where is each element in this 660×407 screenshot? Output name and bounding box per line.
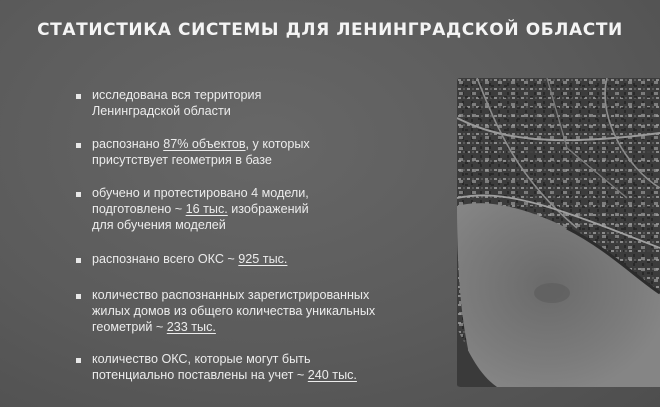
- list-item: [76, 352, 436, 384]
- list-item: [76, 252, 436, 268]
- list-item-line: геометрий ~: [92, 319, 167, 334]
- bullet-icon: [76, 258, 81, 263]
- list-item-line: обучено и протестировано 4 модели,: [92, 186, 309, 200]
- list-item: [76, 186, 436, 233]
- list-item-text: [92, 88, 436, 120]
- list-item-text: [92, 288, 436, 335]
- stat-link-oks-total[interactable]: 925 тыс.: [238, 252, 288, 266]
- list-item-line: изображений: [227, 201, 309, 216]
- list-item: [76, 88, 436, 120]
- list-item-text: [92, 252, 436, 268]
- list-item-line: Ленинградской области: [92, 103, 231, 118]
- list-item-line: распознано: [92, 137, 164, 151]
- stat-link-images[interactable]: 16 тыс.: [185, 201, 228, 216]
- list-item-line: исследована вся территория: [92, 88, 262, 102]
- bullet-icon: [76, 294, 81, 299]
- list-item-text: [92, 352, 436, 384]
- list-item-text: [92, 137, 436, 169]
- list-item-line: присутствует геометрия в базе: [92, 152, 272, 167]
- list-item-line: жилых домов из общего количества уникальных: [92, 303, 376, 318]
- list-item-line: подготовлено ~: [92, 201, 186, 216]
- stat-link-houses[interactable]: 233 тыс.: [166, 319, 216, 334]
- list-item-line: , у которых: [245, 137, 310, 151]
- list-item-line: количество распознанных зарегистрированных: [92, 288, 370, 302]
- list-item: [76, 137, 436, 169]
- bullet-icon: [76, 143, 81, 148]
- list-item-line: распознано всего ОКС ~: [92, 252, 239, 266]
- bullet-icon: [76, 192, 81, 197]
- bullet-icon: [76, 94, 81, 99]
- list-item-text: [92, 186, 436, 233]
- list-item-line: потенциально поставлены на учет ~: [92, 367, 308, 382]
- satellite-aerial-image-icon: [457, 78, 660, 387]
- bullet-icon: [76, 358, 81, 363]
- list-item: [76, 288, 436, 335]
- list-item-line: количество ОКС, которые могут быть: [92, 352, 311, 366]
- stat-link-objects[interactable]: 87% объектов: [163, 137, 246, 151]
- slide-title: СТАТИСТИКА СИСТЕМЫ ДЛЯ ЛЕНИНГРАДСКОЙ ОБЛАСТИ: [37, 20, 623, 40]
- stat-link-oks-potential[interactable]: 240 тыс.: [307, 367, 357, 382]
- satellite-image: [457, 78, 660, 387]
- list-item-line: для обучения моделей: [92, 217, 226, 232]
